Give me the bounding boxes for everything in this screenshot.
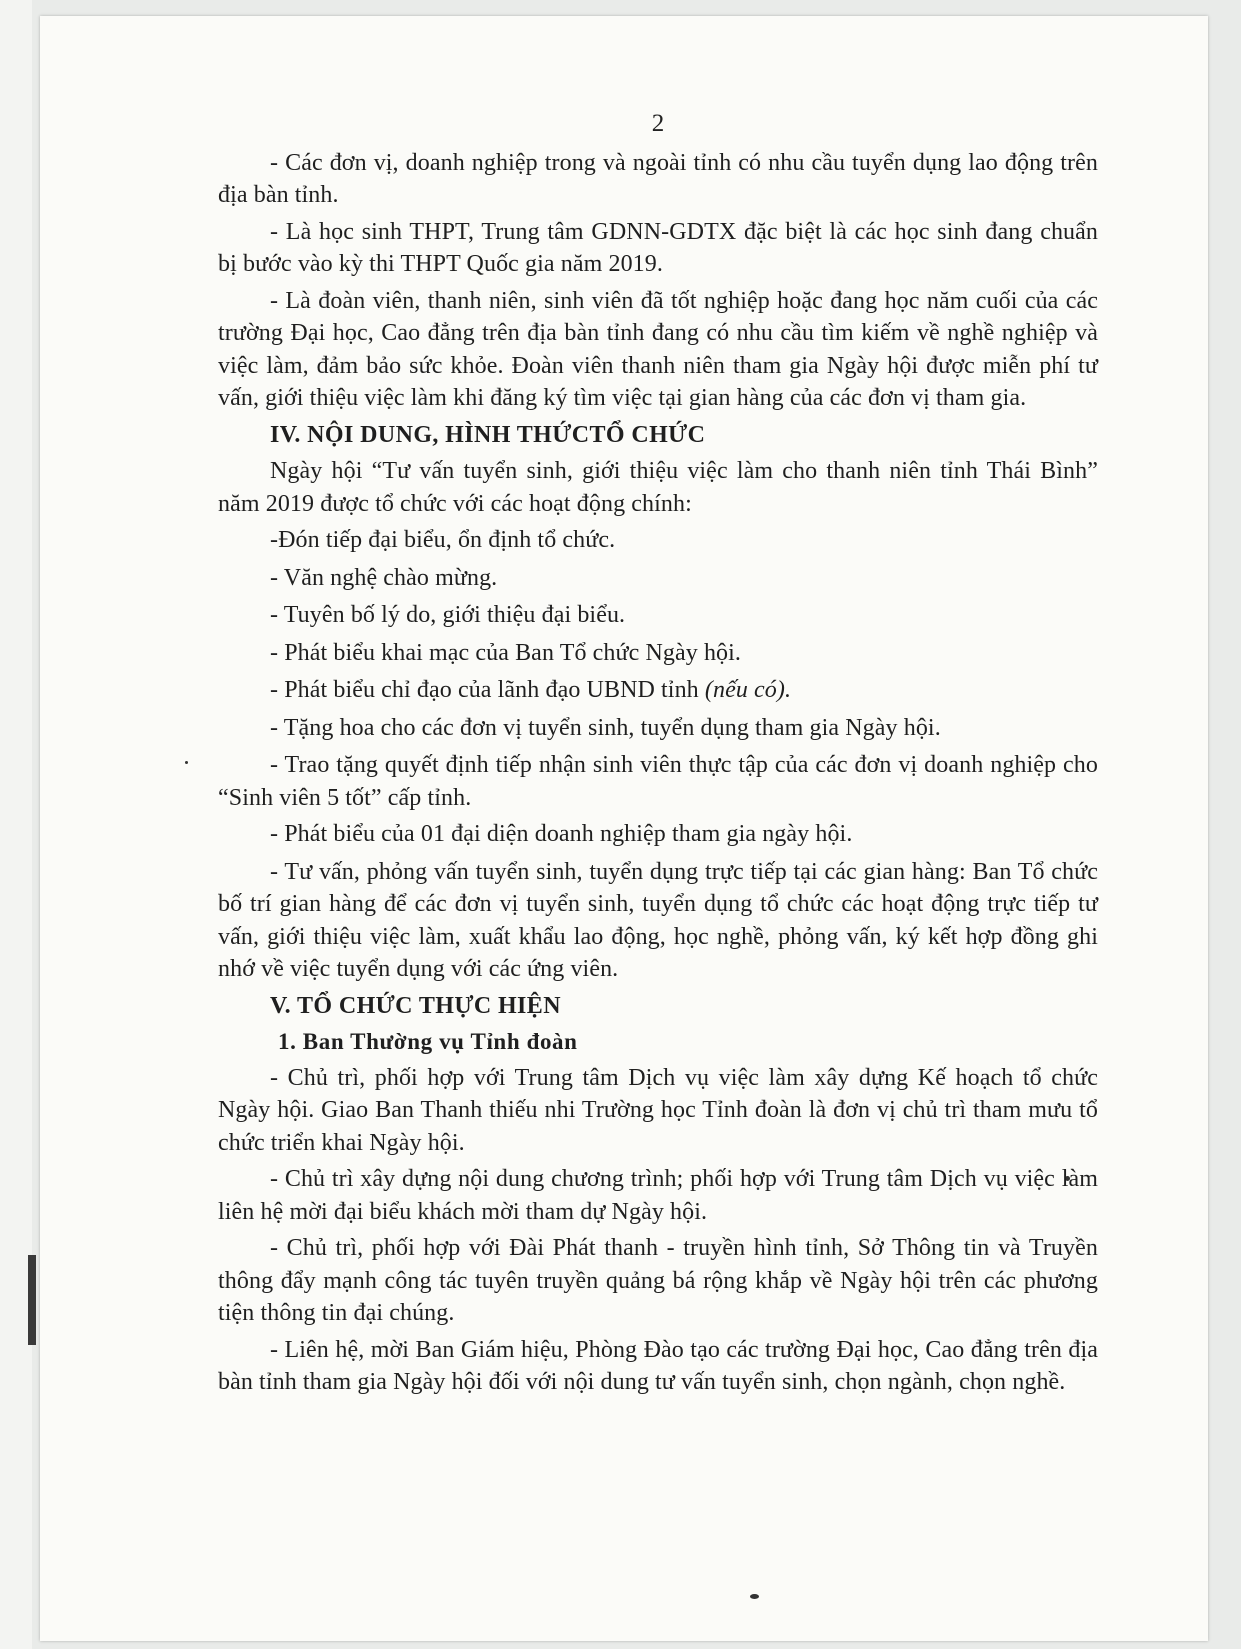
paragraph-youth: - Là đoàn viên, thanh niên, sinh viên đã tốt nghiệp hoặc đang học năm cuối của các trường Đại học, Cao đẳng trên địa bàn tỉnh đang có nhu cầu tìm kiếm về nghề nghiệp và việc làm, đảm bảo sức khỏe. Đoàn viên thanh niên tham gia Ngày hội được miễn phí tư vấn, giới thiệu việc làm khi đăng ký tìm việc tại gian hàng của các đơn vị tham gia.	[218, 287, 1098, 411]
section-iv-intro: Ngày hội “Tư vấn tuyển sinh, giới thiệu việc làm cho thanh niên tỉnh Thái Bình” năm 2019 được tổ chức với các hoạt động chính:	[218, 458, 1098, 517]
paragraph-students: - Là học sinh THPT, Trung tâm GDNN-GDTX đặc biệt là các học sinh đang chuẩn bị bước vào kỳ thi THPT Quốc gia năm 2019.	[218, 218, 1098, 277]
activity-item: - Phát biểu khai mạc của Ban Tổ chức Ngày hội.	[270, 639, 742, 666]
activity-item: - Tặng hoa cho các đơn vị tuyển sinh, tuyển dụng tham gia Ngày hội.	[270, 714, 941, 741]
document-page	[40, 16, 1208, 1641]
page-number: 2	[651, 110, 665, 137]
activity-item: - Tuyên bố lý do, giới thiệu đại biểu.	[270, 602, 626, 628]
scan-speck	[185, 761, 188, 764]
activity-item: - Văn nghệ chào mừng.	[270, 564, 498, 591]
task-paragraph: - Liên hệ, mời Ban Giám hiệu, Phòng Đào tạo các trường Đại học, Cao đẳng trên địa bàn tỉnh tham gia Ngày hội đối với nội dung tư vấn tuyển sinh, chọn ngành, chọn nghề.	[218, 1336, 1098, 1395]
activity-item-leader-text: - Phát biểu chỉ đạo của lãnh đạo UBND tỉnh	[270, 677, 699, 703]
activity-item-decision: - Trao tặng quyết định tiếp nhận sinh viên thực tập của các đơn vị doanh nghiệp cho “Sinh viên 5 tốt” cấp tỉnh.	[218, 752, 1098, 811]
activity-item: -Đón tiếp đại biểu, ổn định tổ chức.	[270, 527, 616, 553]
activity-item-leader	[218, 674, 1098, 707]
section-v-heading: V. TỔ CHỨC THỰC HIỆN	[270, 992, 561, 1019]
task-paragraph: - Chủ trì xây dựng nội dung chương trình; phối hợp với Trung tâm Dịch vụ việc làm liên hệ mời đại biểu khách mời tham dự Ngày hội.	[218, 1166, 1098, 1225]
task-paragraph: - Chủ trì, phối hợp với Đài Phát thanh - truyền hình tỉnh, Sở Thông tin và Truyền thông đẩy mạnh công tác tuyên truyền quảng bá rộng khắp về Ngày hội trên các phương tiện thông tin đại chúng.	[218, 1235, 1098, 1326]
scan-edge-mark	[28, 1255, 36, 1345]
scan-left-margin	[0, 0, 32, 1649]
section-v-subheading: 1. Ban Thường vụ Tỉnh đoàn	[278, 1029, 578, 1054]
activity-item-consult: - Tư vấn, phỏng vấn tuyển sinh, tuyển dụng trực tiếp tại các gian hàng: Ban Tổ chức bố trí gian hàng để các đơn vị tuyển sinh, tuyển dụng tổ chức các hoạt động trực tiếp tư vấn, giới thiệu việc làm, xuất khẩu lao động, học nghề, phỏng vấn, ký kết hợp đồng ghi nhớ về việc tuyển dụng với các ứng viên.	[218, 858, 1098, 982]
paragraph-businesses: - Các đơn vị, doanh nghiệp trong và ngoài tỉnh có nhu cầu tuyển dụng lao động trên địa bàn tỉnh.	[218, 149, 1098, 208]
document-body	[218, 108, 1098, 1403]
task-paragraph: - Chủ trì, phối hợp với Trung tâm Dịch vụ việc làm xây dựng Kế hoạch tổ chức Ngày hội. Giao Ban Thanh thiếu nhi Trường học Tỉnh đoàn là đơn vị chủ trì tham mưu tổ chức triển khai Ngày hội.	[218, 1064, 1098, 1156]
section-iv-heading: IV. NỘI DUNG, HÌNH THỨCTỔ CHỨC	[270, 421, 706, 448]
activity-item-leader-note: (nếu có).	[704, 677, 792, 703]
scan-speck	[750, 1594, 759, 1599]
activity-item: - Phát biểu của 01 đại diện doanh nghiệp tham gia ngày hội.	[270, 821, 853, 847]
